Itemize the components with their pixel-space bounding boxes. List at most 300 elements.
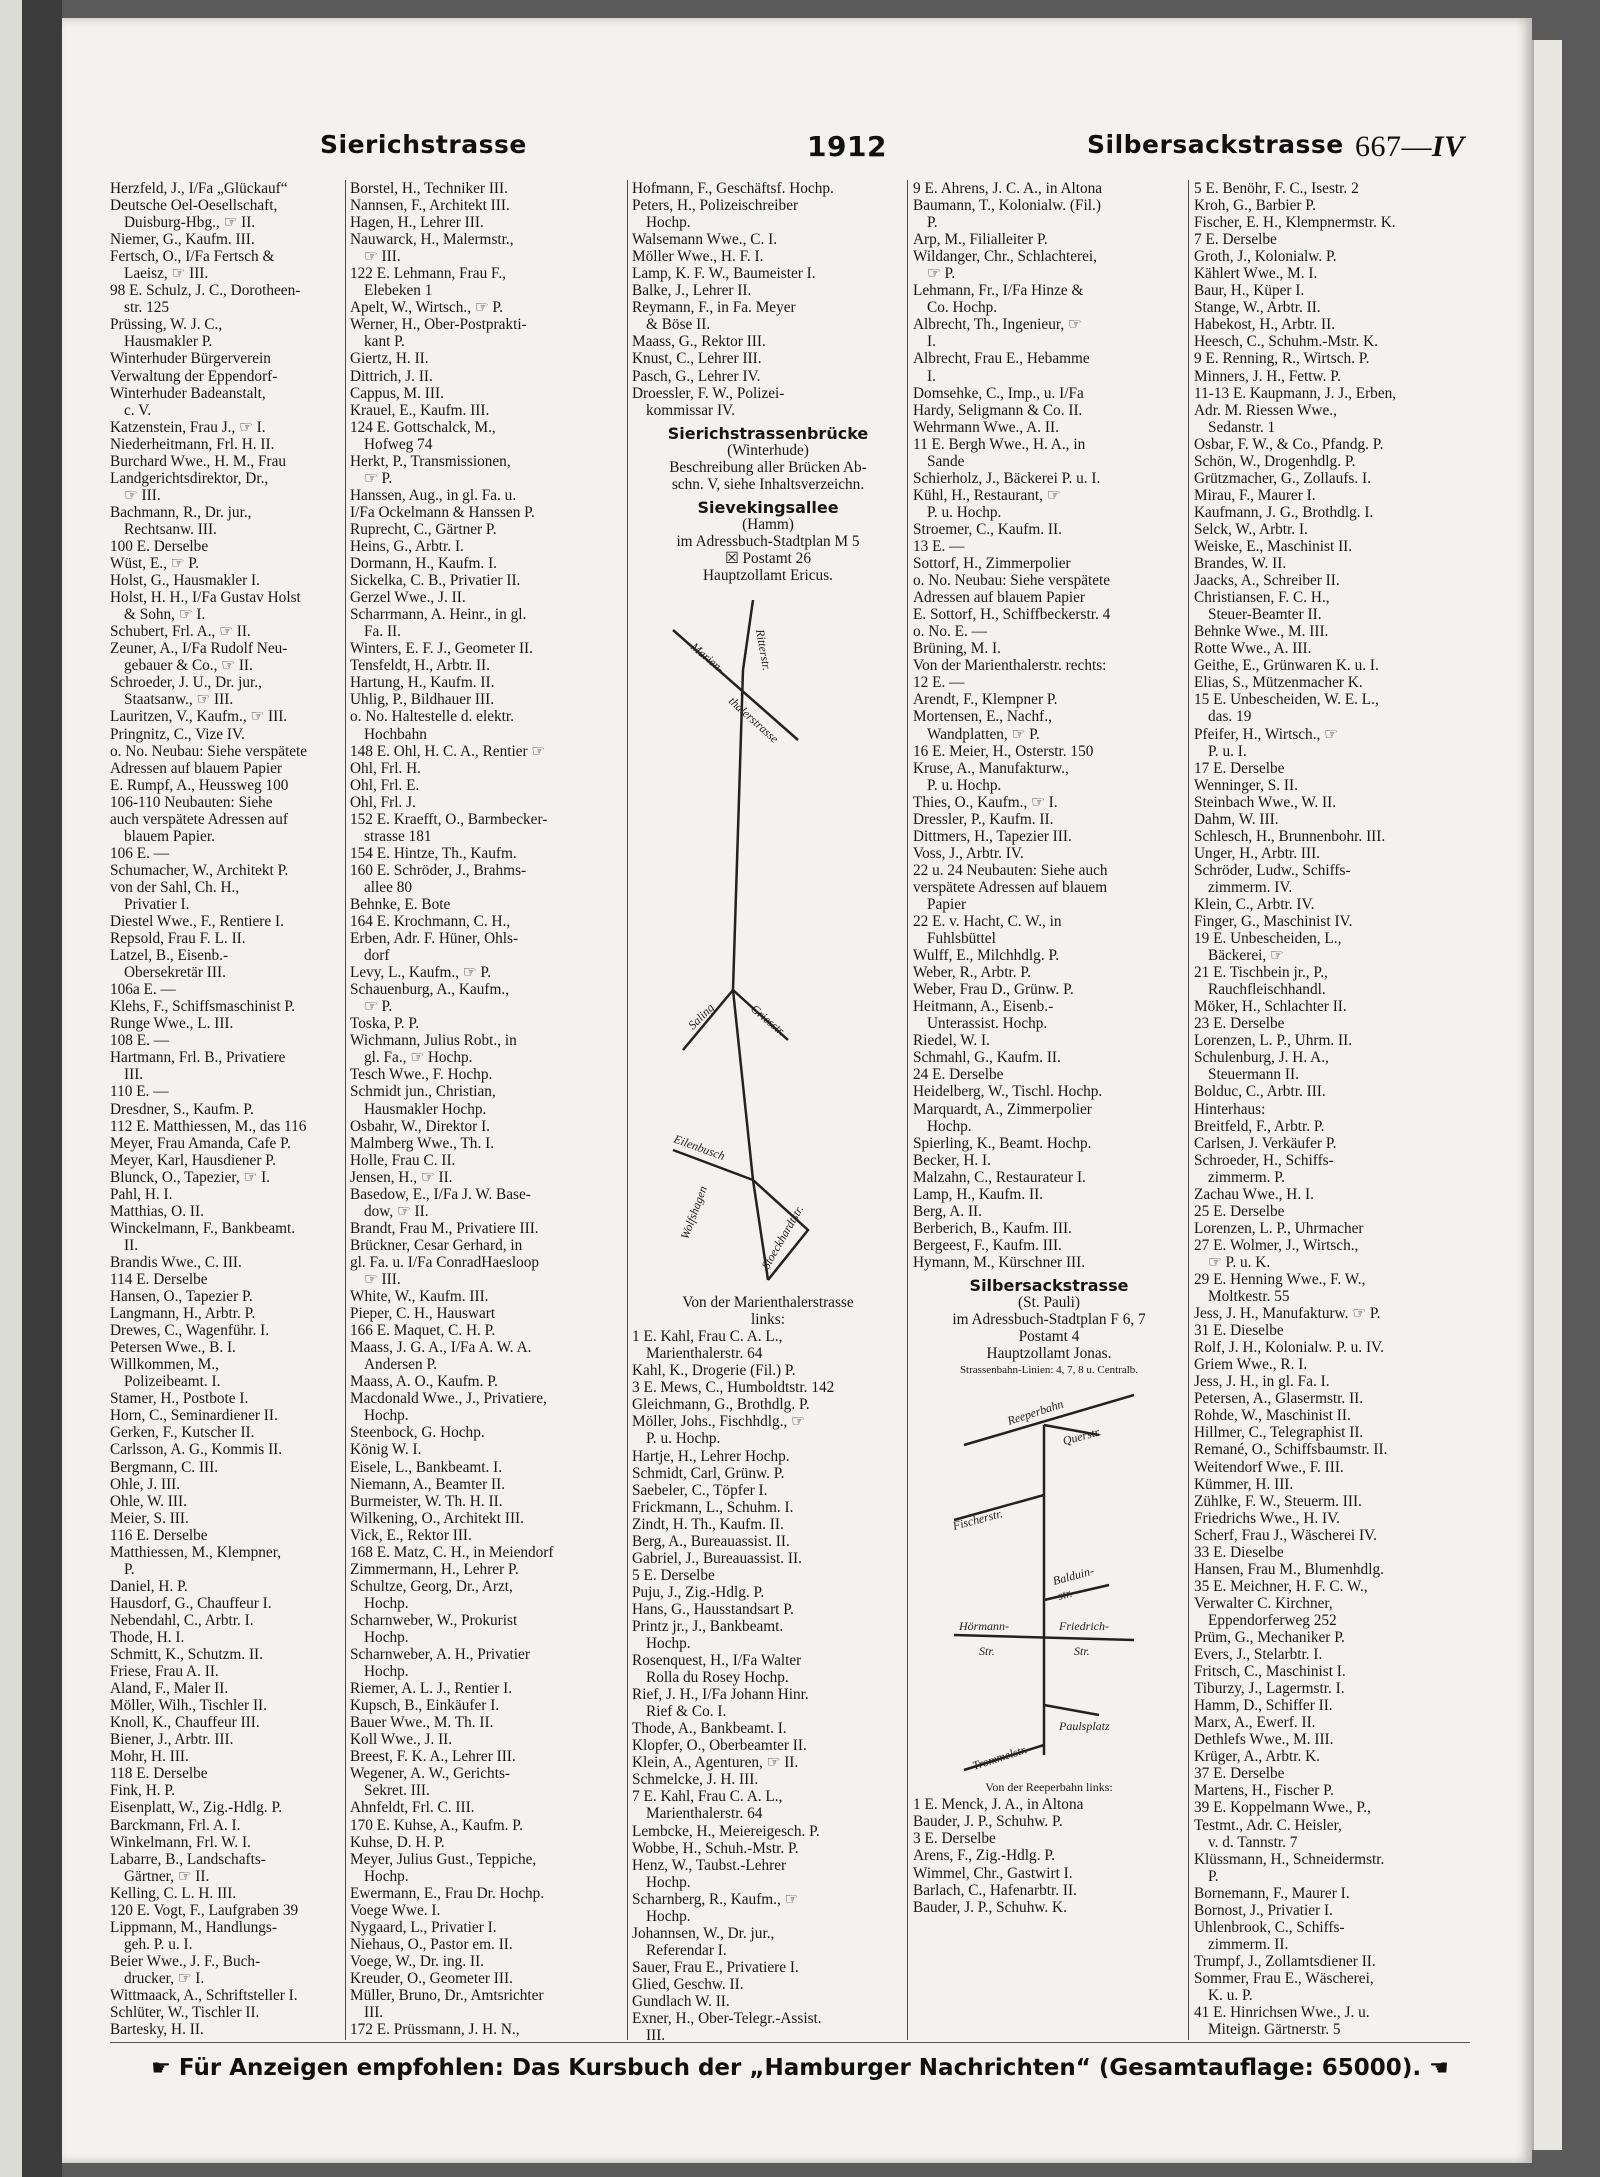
- tram-lines: Strassenbahn-Linien: 4, 7, 8 u. Centralb.: [959, 1364, 1139, 1377]
- directory-entry: Sauer, Frau E., Privatiere I.: [632, 1958, 799, 1976]
- map-label: Paulsplatz: [1059, 1719, 1110, 1734]
- bridge-section: [632, 425, 904, 493]
- directory-entry: Toska, P. P.: [350, 1015, 420, 1033]
- directory-entry: P. u. I.: [1208, 742, 1247, 760]
- directory-entry: 33 E. Dieselbe: [1194, 1543, 1284, 1561]
- directory-entry: Johannsen, W., Dr. jur.,: [632, 1924, 775, 1942]
- directory-entry: Giertz, H. II.: [350, 350, 429, 368]
- map-street: [743, 600, 753, 670]
- directory-entry: Hochp.: [364, 1594, 409, 1612]
- directory-entry: Stamer, H., Postbote I.: [110, 1390, 249, 1408]
- directory-entry: Kroh, G., Barbier P.: [1194, 197, 1316, 215]
- directory-entry: 116 E. Derselbe: [110, 1526, 208, 1544]
- directory-entry: II.: [124, 1236, 139, 1254]
- directory-entry: Baur, H., Küper I.: [1194, 282, 1305, 300]
- directory-entry: I/Fa Ockelmann & Hanssen P.: [350, 503, 535, 521]
- directory-entry: Reymann, F., in Fa. Meyer: [632, 299, 796, 317]
- directory-entry: Beier Wwe., J. F., Buch-: [110, 1952, 261, 1970]
- map-label: Str.: [979, 1644, 995, 1659]
- directory-entry: Levy, L., Kaufm., ☞ P.: [350, 964, 492, 982]
- directory-entry: Willkommen, M.,: [110, 1356, 220, 1374]
- directory-entry: Meier, S. III.: [110, 1509, 189, 1527]
- directory-entry: Gleichmann, G., Brothdlg. P.: [632, 1396, 810, 1414]
- directory-entry: Möller, Wilh., Tischler II.: [110, 1697, 267, 1715]
- directory-entry: auch verspätete Adressen auf: [110, 810, 288, 828]
- bridge-text-1: Beschreibung aller Brücken Ab-: [669, 458, 867, 476]
- directory-entry: Gerken, F., Kutscher II.: [110, 1424, 255, 1442]
- directory-entry: Gundlach W. II.: [632, 1993, 730, 2010]
- silbersack-text-3: Hauptzollamt Jonas.: [986, 1345, 1112, 1363]
- directory-entry: ☞ P. u. K.: [1208, 1253, 1271, 1271]
- map-caption: Von der Reeperbahn links:: [985, 1780, 1113, 1795]
- map-label: Fischerstr.: [951, 1506, 1005, 1534]
- directory-entry: Hochp.: [646, 1907, 691, 1925]
- directory-entry: Wimmel, Chr., Gastwirt I.: [913, 1864, 1073, 1882]
- directory-entry: Hartmann, Frl. B., Privatiere: [110, 1049, 286, 1067]
- directory-entry: Rolf, J. H., Kolonialw. P. u. IV.: [1194, 1339, 1384, 1357]
- directory-entry: Weitendorf Wwe., F. III.: [1194, 1458, 1344, 1476]
- directory-entry: Privatier I.: [124, 895, 190, 913]
- directory-entry: Nebendahl, C., Arbtr. I.: [110, 1611, 254, 1629]
- directory-entry: Christiansen, F. C. H.,: [1194, 589, 1330, 607]
- directory-entry: Hofweg 74: [364, 435, 433, 453]
- map-caption-2: links:: [751, 1311, 785, 1329]
- column-3: [632, 180, 904, 2040]
- directory-entry: Kaufmann, J. G., Brothdlg. I.: [1194, 503, 1374, 521]
- directory-entry: Fritsch, C., Maschinist I.: [1194, 1663, 1346, 1681]
- directory-entry: Möller Wwe., H. F. I.: [632, 248, 764, 266]
- directory-entry: Voege, W., Dr. ing. II.: [350, 1952, 484, 1970]
- directory-entry: Hochp.: [646, 1635, 691, 1653]
- directory-entry: Fink, H. P.: [110, 1782, 176, 1800]
- directory-entry: gl. Fa. u. I/Fa ConradHaesloop: [350, 1253, 540, 1271]
- directory-entry: Kupsch, B., Einkäufer I.: [350, 1697, 500, 1715]
- directory-entry: Sekret. III.: [364, 1782, 430, 1800]
- directory-entry: Kählert Wwe., M. I.: [1194, 265, 1318, 283]
- allee-text-1: im Adressbuch-Stadtplan M 5: [676, 532, 860, 550]
- directory-entry: ☞ III.: [364, 1271, 401, 1288]
- directory-entry: Kelling, C. L. H. III.: [110, 1884, 237, 1902]
- directory-entry: Schubert, Frl. A., ☞ II.: [110, 623, 251, 641]
- directory-entry: E. Rumpf, A., Heussweg 100: [110, 776, 289, 794]
- header-page-number: 667—IV: [1355, 130, 1465, 163]
- directory-entry: Voss, J., Arbtr. IV.: [913, 844, 1024, 862]
- directory-entry: Langmann, H., Arbtr. P.: [110, 1305, 256, 1323]
- directory-entry: Cappus, M. III.: [350, 384, 444, 402]
- directory-entry: zimmerm. II.: [1208, 1935, 1289, 1953]
- directory-entry: Ahnfeldt, Frl. C. III.: [350, 1799, 475, 1817]
- directory-entry: Herzfeld, J., I/Fa „Glückauf“: [110, 180, 288, 197]
- book-gutter-shadow: [22, 0, 62, 2177]
- directory-entry: Marquardt, A., Zimmerpolier: [913, 1100, 1092, 1118]
- directory-entry: Spierling, K., Beamt. Hochp.: [913, 1134, 1092, 1152]
- directory-entry: Malmberg Wwe., Th. I.: [350, 1134, 495, 1152]
- directory-entry: Wobbe, H., Schuh.-Mstr. P.: [632, 1839, 799, 1857]
- directory-entry: Heitmann, A., Eisenb.-: [913, 998, 1054, 1016]
- directory-entry: P.: [1208, 1867, 1219, 1885]
- directory-entry: Knoll, K., Chauffeur III.: [110, 1714, 260, 1732]
- directory-entry: Elebeken 1: [364, 282, 433, 300]
- directory-entry: Prüssing, W. J. C.,: [110, 316, 223, 334]
- directory-entry: Mohr, H. III.: [110, 1748, 189, 1766]
- directory-entry: Wandplatten, ☞ P.: [927, 725, 1040, 743]
- directory-entry: Arp, M., Filialleiter P.: [913, 231, 1048, 249]
- directory-entry: 100 E. Derselbe: [110, 537, 209, 555]
- map-label: Str.: [1074, 1644, 1090, 1659]
- directory-entry: Habekost, H., Arbtr. II.: [1194, 316, 1336, 334]
- directory-entry: Nygaard, L., Privatier I.: [350, 1918, 497, 1936]
- directory-entry: Klehs, F., Schiffsmaschinist P.: [110, 998, 296, 1016]
- directory-entry: Droessler, F. W., Polizei-: [632, 384, 785, 402]
- directory-entry: Katzenstein, Frau J., ☞ I.: [110, 418, 266, 436]
- directory-entry: Prüm, G., Mechaniker P.: [1194, 1628, 1345, 1646]
- directory-entry: 9 E. Renning, R., Wirtsch. P.: [1194, 350, 1370, 368]
- bridge-subtitle: (Winterhude): [727, 441, 809, 459]
- allee-subtitle: (Hamm): [742, 515, 794, 533]
- directory-entry: Mirau, F., Maurer I.: [1194, 486, 1316, 504]
- map-label: Trommelstr.: [970, 1742, 1029, 1774]
- directory-entry: Wenninger, S. II.: [1194, 776, 1298, 794]
- directory-entry: Trumpf, J., Zollamtsdiener II.: [1194, 1952, 1376, 1970]
- directory-entry: Landgerichtsdirektor, Dr.,: [110, 469, 269, 487]
- directory-entry: Fischer, E. H., Klempnermstr. K.: [1194, 214, 1396, 232]
- directory-entry: Repsold, Frau F. L. II.: [110, 930, 246, 948]
- directory-entry: Nauwarck, H., Malermstr.,: [350, 231, 514, 249]
- directory-entry: 112 E. Matthiessen, M., das 116: [110, 1117, 307, 1135]
- directory-entry: Wulff, E., Milchhdlg. P.: [913, 947, 1060, 965]
- directory-entry: Meyer, Julius Gust., Teppiche,: [350, 1850, 537, 1868]
- silbersack-text-1: im Adressbuch-Stadtplan F 6, 7: [952, 1311, 1146, 1329]
- directory-entry: Hagen, H., Lehrer III.: [350, 214, 484, 232]
- column-4-entries-bottom: [913, 1796, 1185, 1915]
- map-street: [733, 990, 753, 1180]
- directory-entry: Klein, A., Agenturen, ☞ II.: [632, 1754, 799, 1772]
- directory-entry: Schön, W., Drogenhdlg. P.: [1194, 452, 1356, 470]
- directory-entry: Von der Marienthalerstr. rechts:: [913, 657, 1107, 675]
- directory-entry: Vick, E., Rektor III.: [350, 1526, 472, 1544]
- directory-entry: Zindt, H. Th., Kaufm. II.: [632, 1515, 784, 1533]
- directory-entry: Maass, J. G. A., I/Fa A. W. A.: [350, 1339, 532, 1357]
- directory-entry: Schmitt, K., Schutzm. II.: [110, 1646, 263, 1664]
- directory-entry: Fuhlsbüttel: [927, 930, 996, 948]
- directory-entry: c. V.: [124, 401, 152, 419]
- directory-entry: Schmelcke, J. H. III.: [632, 1771, 759, 1789]
- directory-entry: Thode, H. I.: [110, 1628, 185, 1646]
- directory-entry: Holle, Frau C. II.: [350, 1151, 456, 1169]
- directory-entry: Aland, F., Maler II.: [110, 1680, 229, 1698]
- directory-entry: 120 E. Vogt, F., Laufgraben 39: [110, 1901, 299, 1919]
- directory-entry: Berberich, B., Kaufm. III.: [913, 1219, 1072, 1237]
- directory-entry: Hausdorf, G., Chauffeur I.: [110, 1594, 272, 1612]
- directory-entry: Rotte Wwe., A. III.: [1194, 640, 1312, 658]
- directory-entry: Krauel, E., Kaufm. III.: [350, 401, 490, 419]
- directory-entry: Rauchfleischhandl.: [1208, 981, 1326, 999]
- directory-entry: Eppendorferweg 252: [1208, 1611, 1337, 1629]
- directory-entry: Biener, J., Arbtr. III.: [110, 1731, 234, 1749]
- directory-entry: 108 E. —: [110, 1032, 170, 1050]
- column-3-entries-top: [632, 180, 904, 419]
- directory-entry: str. 125: [124, 299, 170, 317]
- directory-entry: Ohle, J. III.: [110, 1475, 181, 1493]
- directory-entry: Marienthalerstr. 64: [646, 1805, 763, 1823]
- directory-entry: Scherf, Frau J., Wäscherei IV.: [1194, 1526, 1377, 1544]
- directory-entry: 5 E. Benöhr, F. C., Isestr. 2: [1194, 180, 1359, 197]
- column-5: [1194, 180, 1470, 2040]
- directory-entry: 7 E. Kahl, Frau C. A. L.,: [632, 1788, 783, 1806]
- directory-entry: 9 E. Ahrens, J. C. A., in Altona: [913, 180, 1103, 197]
- directory-entry: Ohl, Frl. H.: [350, 759, 421, 777]
- directory-entry: Saebeler, C., Töpfer I.: [632, 1481, 768, 1499]
- directory-entry: 3 E. Derselbe: [913, 1830, 996, 1848]
- directory-entry: Klein, C., Arbtr. IV.: [1194, 895, 1315, 913]
- directory-entry: Breitfeld, F., Arbtr. P.: [1194, 1117, 1325, 1135]
- directory-entry: Bornemann, F., Maurer I.: [1194, 1884, 1350, 1902]
- directory-entry: Bartesky, H. II.: [110, 2021, 204, 2039]
- directory-entry: Schmidt, Carl, Grünw. P.: [632, 1464, 785, 1482]
- directory-entry: gebauer & Co., ☞ II.: [124, 657, 253, 675]
- directory-entry: 29 E. Henning Wwe., F. W.,: [1194, 1271, 1366, 1288]
- directory-entry: allee 80: [364, 878, 412, 896]
- directory-entry: Holst, G., Hausmakler I.: [110, 572, 260, 590]
- directory-entry: blauem Papier.: [124, 827, 215, 845]
- directory-entry: Sommer, Frau E., Wäscherei,: [1194, 1969, 1374, 1987]
- directory-entry: 39 E. Koppelmann Wwe., P.,: [1194, 1799, 1371, 1817]
- directory-entry: Peters, H., Polizeischreiber: [632, 197, 799, 215]
- footer-rule: [110, 2042, 1470, 2043]
- directory-entry: 19 E. Unbescheiden, L.,: [1194, 930, 1342, 948]
- directory-entry: 22 u. 24 Neubauten: Siehe auch: [913, 861, 1108, 879]
- directory-entry: Möker, H., Schlachter II.: [1194, 998, 1347, 1016]
- directory-entry: Balke, J., Lehrer II.: [632, 282, 752, 300]
- directory-entry: Erben, Adr. F. Hüner, Ohls-: [350, 930, 519, 948]
- directory-entry: Herkt, P., Transmissionen,: [350, 452, 511, 470]
- directory-entry: 24 E. Derselbe: [913, 1066, 1004, 1084]
- directory-entry: Müller, Bruno, Dr., Amtsrichter: [350, 1986, 544, 2004]
- directory-entry: Grützmacher, G., Zollaufs. I.: [1194, 469, 1371, 487]
- directory-entry: Schulenburg, J. H. A.,: [1194, 1049, 1329, 1067]
- directory-entry: Hochp.: [927, 1117, 972, 1135]
- directory-entry: Albrecht, Frau E., Hebamme: [913, 350, 1090, 368]
- directory-entry: Heins, G., Arbtr. I.: [350, 537, 464, 555]
- directory-entry: Sickelka, C. B., Privatier II.: [350, 572, 521, 590]
- header-year: 1912: [807, 130, 887, 163]
- directory-entry: 1 E. Menck, J. A., in Altona: [913, 1796, 1084, 1814]
- directory-entry: Zühlke, F. W., Steuerm. III.: [1194, 1492, 1362, 1510]
- directory-entry: Osbar, F. W., & Co., Pfandg. P.: [1194, 435, 1384, 453]
- map-caption: Von der Marienthalerstrasse: [682, 1294, 854, 1312]
- directory-entry: Zeuner, A., I/Fa Rudolf Neu-: [110, 640, 288, 658]
- directory-entry: Rosenquest, H., I/Fa Walter: [632, 1652, 802, 1670]
- directory-entry: Polizeibeamt. I.: [124, 1373, 221, 1391]
- directory-entry: Hardy, Seligmann & Co. II.: [913, 401, 1083, 419]
- directory-entry: Zimmermann, H., Lehrer P.: [350, 1560, 519, 1578]
- directory-entry: Hochp.: [646, 214, 691, 232]
- directory-entry: Ohl, Frl. J.: [350, 793, 416, 811]
- directory-entry: Wüst, E., ☞ P.: [110, 555, 199, 573]
- directory-entry: Glied, Geschw. II.: [632, 1975, 744, 1993]
- directory-entry: Wegener, A. W., Gerichts-: [350, 1765, 511, 1783]
- directory-entry: Daniel, H. P.: [110, 1577, 188, 1595]
- directory-entry: Berg, A., Bureauassist. II.: [632, 1532, 790, 1550]
- page-stack-edge: [1532, 40, 1562, 2150]
- sievekingsallee-street-map: [668, 590, 868, 1290]
- directory-entry: 27 E. Wolmer, J., Wirtsch.,: [1194, 1236, 1359, 1254]
- directory-entry: Referendar I.: [646, 1941, 727, 1959]
- directory-entry: Fertsch, O., I/Fa Fertsch &: [110, 248, 275, 266]
- directory-entry: 23 E. Derselbe: [1194, 1015, 1285, 1033]
- directory-entry: von der Sahl, Ch. H.,: [110, 878, 240, 896]
- directory-entry: Schierholz, J., Bäckerei P. u. I.: [913, 469, 1101, 487]
- directory-entry: geh. P. u. I.: [124, 1935, 193, 1953]
- directory-entry: 37 E. Derselbe: [1194, 1765, 1285, 1783]
- directory-entry: 22 E. v. Hacht, C. W., in: [913, 913, 1062, 931]
- allee-title: Sievekingsallee: [697, 497, 839, 517]
- directory-entry: Carlsen, J. Verkäufer P.: [1194, 1134, 1337, 1152]
- directory-entry: Jaacks, A., Schreiber II.: [1194, 572, 1340, 590]
- directory-entry: Steuermann II.: [1208, 1066, 1299, 1084]
- pointing-hand-icon: ☛: [151, 2056, 171, 2081]
- directory-entry: Bäckerei, ☞: [1208, 947, 1284, 965]
- directory-entry: Blunck, O., Tapezier, ☞ I.: [110, 1168, 270, 1186]
- directory-entry: Pasch, G., Lehrer IV.: [632, 367, 761, 385]
- directory-entry: Hansen, O., Tapezier P.: [110, 1288, 253, 1306]
- directory-entry: Barckmann, Frl. A. I.: [110, 1816, 241, 1834]
- directory-entry: Hausmakler P.: [124, 333, 213, 351]
- directory-entry: 21 E. Tischbein jr., P.,: [1194, 964, 1328, 982]
- directory-entry: Burmeister, W. Th. H. II.: [350, 1492, 503, 1510]
- directory-entry: Hochbahn: [364, 725, 427, 743]
- map-label: Stoeckhardtstr.: [758, 1202, 807, 1272]
- page-footer: [150, 2055, 1450, 2081]
- directory-entry: ☞ III.: [364, 248, 401, 266]
- directory-entry: Macdonald Wwe., J., Privatiere,: [350, 1390, 547, 1408]
- directory-entry: Griem Wwe., R. I.: [1194, 1356, 1308, 1374]
- column-1: [110, 180, 342, 2040]
- directory-entry: Hansen, Frau M., Blumenhdlg.: [1194, 1560, 1384, 1578]
- directory-columns: [110, 180, 1470, 2040]
- directory-entry: Matthias, O. II.: [110, 1202, 204, 1220]
- directory-entry: Tesch Wwe., F. Hochp.: [350, 1066, 493, 1084]
- directory-entry: Verwaltung der Eppendorf-: [110, 367, 278, 385]
- directory-entry: Osbahr, W., Direktor I.: [350, 1117, 491, 1135]
- directory-entry: ☞ P.: [364, 469, 393, 487]
- map-label: Griesstr.: [748, 1001, 789, 1039]
- directory-entry: 172 E. Prüssmann, J. H. N.,: [350, 2021, 520, 2039]
- directory-entry: K. u. P.: [1208, 1986, 1253, 2004]
- directory-entry: Lippmann, M., Handlungs-: [110, 1918, 277, 1936]
- directory-entry: Maass, G., Rektor III.: [632, 333, 766, 351]
- directory-entry: Krüger, A., Arbtr. K.: [1194, 1748, 1320, 1766]
- directory-entry: Jess, J. H., in gl. Fa. I.: [1194, 1373, 1330, 1391]
- directory-entry: Ohle, W. III.: [110, 1492, 187, 1510]
- directory-entry: Lamp, K. F. W., Baumeister I.: [632, 265, 816, 283]
- directory-entry: Rief & Co. I.: [646, 1703, 727, 1721]
- directory-entry: ☞ P.: [364, 998, 393, 1016]
- directory-entry: Scharnweber, W., Prokurist: [350, 1611, 518, 1629]
- directory-entry: Carlsson, A. G., Kommis II.: [110, 1441, 283, 1459]
- directory-entry: [350, 2038, 624, 2040]
- directory-entry: Unger, H., Arbtr. III.: [1194, 844, 1320, 862]
- directory-entry: Eisenplatt, W., Zig.-Hdlg. P.: [110, 1799, 283, 1817]
- directory-entry: verspätete Adressen auf blauem: [913, 878, 1108, 896]
- directory-entry: Schauenburg, A., Kaufm.,: [350, 981, 510, 999]
- directory-entry: Horn, C., Seminardiener II.: [110, 1407, 278, 1425]
- directory-entry: Kümmer, H. III.: [1194, 1475, 1294, 1493]
- directory-entry: Winters, E. F. J., Geometer II.: [350, 640, 533, 658]
- directory-entry: Hinterhaus:: [1194, 1100, 1266, 1118]
- directory-entry: Minners, J. H., Fettw. P.: [1194, 367, 1341, 385]
- directory-entry: 1 E. Kahl, Frau C. A. L.,: [632, 1328, 783, 1346]
- directory-entry: Adressen auf blauem Papier: [110, 759, 283, 777]
- directory-entry: 98 E. Schulz, J. C., Dorotheen-: [110, 282, 301, 300]
- directory-entry: v. d. Tannstr. 7: [1208, 1833, 1298, 1851]
- directory-entry: Hans, G., Hausstandsart P.: [632, 1600, 794, 1618]
- directory-entry: Hymann, M., Kürschner III.: [913, 1253, 1086, 1271]
- directory-entry: kant P.: [364, 333, 405, 351]
- directory-entry: Riemer, A. L. J., Rentier I.: [350, 1680, 513, 1698]
- directory-entry: strasse 181: [364, 827, 432, 845]
- column-3-entries-bottom: [632, 1328, 904, 2040]
- directory-entry: 31 E. Dieselbe: [1194, 1322, 1284, 1340]
- directory-entry: Steinbach Wwe., W. II.: [1194, 793, 1337, 811]
- directory-entry: König W. I.: [350, 1441, 422, 1459]
- directory-entry: Labarre, B., Landschafts-: [110, 1850, 266, 1868]
- directory-entry: 152 E. Kraefft, O., Barmbecker-: [350, 810, 548, 828]
- directory-entry: Gabriel, J., Bureauassist. II.: [632, 1549, 802, 1567]
- directory-entry: Sottorf, H., Zimmerpolier: [913, 555, 1071, 573]
- directory-entry: Behnke, E. Bote: [350, 895, 451, 913]
- directory-entry: Lorenzen, L. P., Uhrmacher: [1194, 1219, 1364, 1237]
- directory-entry: Latzel, B., Eisenb.-: [110, 947, 229, 965]
- directory-entry: Lembcke, H., Meiereigesch. P.: [632, 1822, 820, 1840]
- directory-entry: Verwalter C. Kirchner,: [1194, 1594, 1333, 1612]
- directory-entry: Dresdner, S., Kaufm. P.: [110, 1100, 254, 1118]
- directory-entry: Bauder, J. P., Schuhw. P.: [913, 1813, 1063, 1831]
- directory-entry: 41 E. Hinrichsen Wwe., J. u.: [1194, 2004, 1370, 2022]
- directory-entry: Gerzel Wwe., J. II.: [350, 589, 466, 607]
- directory-entry: Marienthalerstr. 64: [646, 1345, 763, 1363]
- directory-entry: Brückner, Cesar Gerhard, in: [350, 1236, 523, 1254]
- directory-entry: Andersen P.: [364, 1356, 438, 1374]
- directory-entry: Groth, J., Kolonialw. P.: [1194, 248, 1337, 266]
- directory-entry: Deutsche Oel-Oesellschaft,: [110, 197, 278, 215]
- directory-entry: Brandt, Frau M., Privatiere III.: [350, 1219, 539, 1237]
- directory-entry: Uhlenbrook, C., Schiffs-: [1194, 1918, 1345, 1936]
- directory-entry: Papier: [927, 895, 967, 913]
- directory-entry: zimmerm. IV.: [1208, 878, 1293, 896]
- map-label: thalerstrasse: [725, 693, 782, 746]
- directory-entry: Hochp.: [646, 1873, 691, 1891]
- silbersack-text-2: Postamt 4: [1018, 1328, 1080, 1346]
- directory-entry: 154 E. Hintze, Th., Kaufm.: [350, 844, 517, 862]
- directory-entry: Unterassist. Hochp.: [927, 1015, 1048, 1033]
- directory-entry: Dormann, H., Kaufm. I.: [350, 555, 497, 573]
- directory-entry: 106 E. —: [110, 844, 170, 862]
- directory-entry: Sande: [927, 452, 965, 470]
- directory-entry: Barlach, C., Hafenarbtr. II.: [913, 1881, 1077, 1899]
- directory-entry: Geithe, E., Grünwaren K. u. I.: [1194, 657, 1379, 675]
- directory-entry: Meyer, Karl, Hausdiener P.: [110, 1151, 276, 1169]
- directory-entry: ☞ III.: [124, 486, 161, 504]
- directory-entry: Remané, O., Schiffsbaumstr. II.: [1194, 1441, 1388, 1459]
- directory-entry: Hartung, H., Kaufm. II.: [350, 674, 495, 692]
- directory-entry: 35 E. Meichner, H. F. C. W.,: [1194, 1577, 1368, 1595]
- directory-entry: Bauer Wwe., M. Th. II.: [350, 1714, 494, 1732]
- header-street-end: Silbersackstrasse: [1087, 130, 1344, 159]
- directory-entry: Dethlefs Wwe., M. III.: [1194, 1731, 1334, 1749]
- directory-entry: Mortensen, E., Nachf.,: [913, 708, 1052, 726]
- directory-entry: Pfeifer, H., Wirtsch., ☞: [1194, 725, 1338, 743]
